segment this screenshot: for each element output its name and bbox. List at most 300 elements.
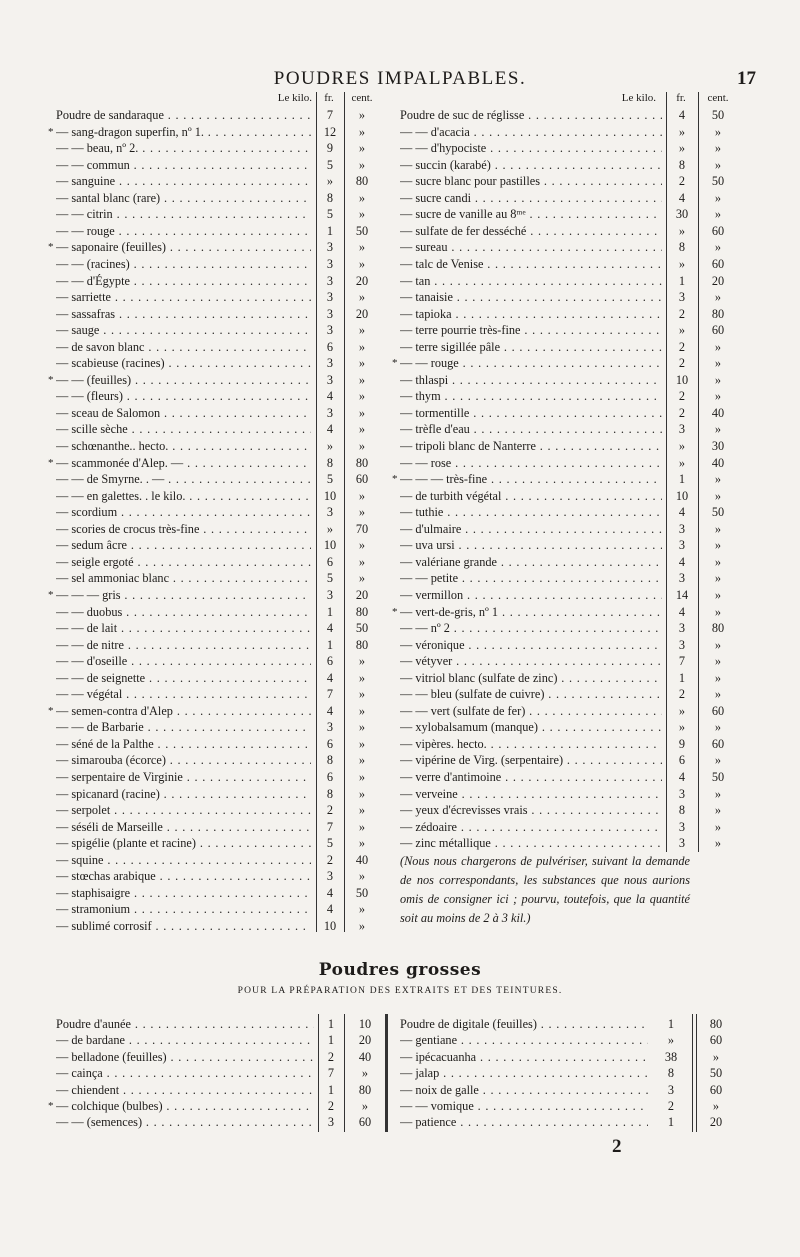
price-row bbox=[54, 322, 384, 338]
product-name: — — citrin . . . bbox=[56, 206, 311, 222]
price-francs: 1 bbox=[678, 472, 686, 487]
product-name: Poudre de suc de réglisse . . . bbox=[400, 107, 662, 123]
product-name: — trèfle d'eau . . . bbox=[400, 421, 662, 437]
product-name: — squine . . . bbox=[56, 852, 311, 868]
price-row bbox=[54, 471, 384, 487]
price-cents: 60 bbox=[711, 736, 725, 751]
product-name: — — nº 2 . . . bbox=[400, 620, 662, 636]
price-francs: 3 bbox=[667, 1082, 675, 1097]
price-row bbox=[392, 604, 738, 620]
price-cents: 40 bbox=[358, 1049, 372, 1064]
price-row bbox=[54, 388, 384, 404]
price-cents: 60 bbox=[711, 223, 725, 238]
price-francs: 8 bbox=[326, 190, 334, 205]
price-row bbox=[398, 124, 738, 140]
price-cents: » bbox=[714, 670, 722, 685]
product-name: — — vomique . . . bbox=[400, 1098, 648, 1114]
product-name: — de bardane . . . bbox=[56, 1032, 314, 1048]
product-name: — sanguine . . . bbox=[56, 173, 311, 189]
product-name: — verveine . . . bbox=[400, 786, 662, 802]
product-name: — semen-contra d'Alep . . . bbox=[56, 703, 311, 719]
price-row bbox=[54, 868, 384, 884]
price-cents: » bbox=[358, 141, 366, 156]
product-name: — — d'hypociste . . . bbox=[400, 140, 662, 156]
price-cents: » bbox=[358, 372, 366, 387]
price-row bbox=[398, 620, 738, 636]
column-header-kilo: Le kilo. bbox=[621, 92, 656, 104]
price-cents: » bbox=[358, 339, 366, 354]
price-cents: 20 bbox=[355, 273, 369, 288]
product-name: — stramonium . . . bbox=[56, 901, 311, 917]
product-name: — patience . . . bbox=[400, 1114, 648, 1130]
price-row bbox=[398, 653, 738, 669]
asterisk-marker: * bbox=[48, 1100, 54, 1112]
page-number: 17 bbox=[737, 68, 756, 89]
product-name: — colchique (bulbes) . . . bbox=[56, 1098, 314, 1114]
price-francs: » bbox=[326, 174, 334, 189]
price-francs: » bbox=[678, 455, 686, 470]
price-cents: » bbox=[714, 141, 722, 156]
price-row bbox=[54, 620, 384, 636]
column-header-francs: fr. bbox=[676, 92, 686, 104]
price-cents: » bbox=[714, 207, 722, 222]
price-cents: » bbox=[358, 240, 366, 255]
price-row bbox=[398, 1098, 744, 1114]
price-cents: 80 bbox=[709, 1017, 723, 1031]
price-francs: 10 bbox=[323, 538, 337, 553]
asterisk-marker: * bbox=[392, 357, 398, 370]
product-name: — chiendent . . . bbox=[56, 1082, 314, 1098]
price-cents: » bbox=[358, 538, 366, 553]
price-francs: 10 bbox=[323, 918, 337, 933]
product-name: — — de Smyrne. . — . . . bbox=[56, 471, 311, 487]
product-name: — — d'Égypte . . . bbox=[56, 273, 311, 289]
price-cents: » bbox=[714, 339, 722, 354]
product-name: — — — très-fine . . . bbox=[400, 471, 662, 487]
product-name: — jalap . . . bbox=[400, 1065, 648, 1081]
price-row bbox=[398, 438, 738, 454]
price-row bbox=[398, 835, 738, 851]
price-francs: » bbox=[678, 439, 686, 453]
price-cents: » bbox=[358, 356, 366, 371]
price-cents: 60 bbox=[358, 1115, 372, 1130]
product-name: — simarouba (écorce) . . . bbox=[56, 752, 311, 768]
price-row bbox=[54, 637, 384, 653]
price-cents: 60 bbox=[709, 1082, 723, 1097]
price-row bbox=[398, 637, 738, 653]
price-cents: 50 bbox=[709, 1066, 723, 1081]
product-name: — serpolet . . . bbox=[56, 802, 311, 818]
price-cents: » bbox=[358, 389, 366, 404]
price-cents: 40 bbox=[711, 405, 725, 420]
product-name: — — duobus . . . bbox=[56, 604, 311, 620]
page-title: POUDRES IMPALPABLES. bbox=[273, 68, 527, 89]
price-cents: » bbox=[714, 422, 722, 437]
price-francs: 4 bbox=[326, 885, 334, 900]
price-cents: » bbox=[358, 256, 366, 271]
price-francs: 1 bbox=[327, 1017, 335, 1031]
price-cents: » bbox=[358, 190, 366, 205]
price-row bbox=[54, 421, 384, 437]
price-row bbox=[54, 223, 384, 239]
product-name: — sauge . . . bbox=[56, 322, 311, 338]
price-francs: 30 bbox=[675, 207, 689, 222]
price-cents: 60 bbox=[355, 472, 369, 487]
product-name: — cainça . . . bbox=[56, 1065, 314, 1081]
price-francs: 4 bbox=[326, 703, 334, 718]
price-row bbox=[54, 256, 384, 272]
price-francs: 4 bbox=[678, 554, 686, 569]
price-cents: » bbox=[714, 554, 722, 569]
price-row bbox=[398, 223, 738, 239]
price-row bbox=[54, 107, 384, 123]
product-name: — sucre candi . . . bbox=[400, 190, 662, 206]
product-name: — scille sèche . . . bbox=[56, 421, 311, 437]
price-francs: 3 bbox=[327, 1115, 335, 1130]
product-name: — belladone (feuilles) . . . bbox=[56, 1049, 314, 1065]
price-francs: » bbox=[678, 720, 686, 735]
product-name: — — (fleurs) . . . bbox=[56, 388, 311, 404]
price-francs: 4 bbox=[326, 621, 334, 636]
price-francs: 8 bbox=[678, 157, 686, 172]
price-francs: 3 bbox=[326, 323, 334, 338]
product-name: — succin (karabé) . . . bbox=[400, 157, 662, 173]
price-cents: » bbox=[358, 670, 366, 685]
column-header-cents: cent. bbox=[351, 92, 373, 104]
price-row bbox=[398, 339, 738, 355]
price-francs: 6 bbox=[326, 770, 334, 784]
product-name: — scammonée d'Alep. — . . . bbox=[56, 455, 311, 471]
price-row bbox=[54, 273, 384, 289]
price-cents: 50 bbox=[355, 885, 369, 900]
price-cents: » bbox=[712, 1049, 720, 1064]
price-row bbox=[398, 421, 738, 437]
price-francs: 2 bbox=[678, 356, 686, 371]
price-cents: » bbox=[714, 290, 722, 305]
price-francs: 5 bbox=[326, 836, 334, 851]
price-cents: » bbox=[714, 836, 722, 851]
price-cents: » bbox=[358, 770, 366, 784]
price-row bbox=[54, 736, 384, 752]
product-name: — yeux d'écrevisses vrais . . . bbox=[400, 802, 662, 818]
product-name: — zédoaire . . . bbox=[400, 819, 662, 835]
product-name: — santal blanc (rare) . . . bbox=[56, 190, 311, 206]
price-cents: 80 bbox=[711, 306, 725, 321]
price-row bbox=[398, 819, 738, 835]
price-francs: 1 bbox=[678, 273, 686, 288]
product-name: — sublimé corrosif . . . bbox=[56, 918, 311, 934]
product-name: — terre pourrie très-fine . . . bbox=[400, 322, 662, 338]
price-row bbox=[54, 405, 384, 421]
price-cents: » bbox=[358, 323, 366, 338]
product-name: — — bleu (sulfate de cuivre) . . . bbox=[400, 686, 662, 702]
price-francs: 3 bbox=[678, 819, 686, 834]
price-cents: » bbox=[714, 753, 722, 768]
product-name: — sceau de Salomon . . . bbox=[56, 405, 311, 421]
product-name: — tan . . . bbox=[400, 273, 662, 289]
price-row bbox=[48, 1098, 390, 1114]
product-name: — — (feuilles) . . . bbox=[56, 372, 311, 388]
price-cents: » bbox=[714, 687, 722, 702]
price-row bbox=[398, 173, 738, 189]
product-name: — — (semences) . . . bbox=[56, 1114, 314, 1130]
price-cents: » bbox=[714, 786, 722, 801]
price-francs: » bbox=[678, 141, 686, 156]
product-name: — thlaspi . . . bbox=[400, 372, 662, 388]
product-name: — sang-dragon superfin, nº 1. . . . bbox=[56, 124, 311, 140]
price-francs: 2 bbox=[327, 1099, 335, 1113]
price-cents: » bbox=[358, 902, 366, 917]
price-cents: » bbox=[358, 571, 366, 586]
asterisk-marker: * bbox=[48, 373, 54, 386]
product-name: — — de seignette . . . bbox=[56, 670, 311, 686]
price-cents: » bbox=[714, 240, 722, 255]
product-name: — sel ammoniac blanc . . . bbox=[56, 570, 311, 586]
product-name: — tanaisie . . . bbox=[400, 289, 662, 305]
price-francs: 6 bbox=[326, 654, 334, 669]
price-cents: » bbox=[714, 472, 722, 487]
price-francs: » bbox=[678, 703, 686, 718]
product-name: — — petite . . . bbox=[400, 570, 662, 586]
price-francs: 2 bbox=[678, 339, 686, 354]
product-name: Poudre d'aunée . . . bbox=[56, 1016, 314, 1032]
price-cents: 70 bbox=[355, 521, 369, 536]
price-francs: 8 bbox=[326, 753, 334, 768]
price-row bbox=[398, 670, 738, 686]
price-cents: 20 bbox=[355, 587, 369, 602]
product-name: — — d'acacia . . . bbox=[400, 124, 662, 140]
price-row bbox=[54, 802, 384, 818]
product-name: — scordium . . . bbox=[56, 504, 311, 520]
price-cents: » bbox=[358, 819, 366, 834]
price-francs: 3 bbox=[678, 521, 686, 536]
product-name: — vitriol blanc (sulfate de zinc) . . . bbox=[400, 670, 662, 686]
price-cents: » bbox=[358, 422, 366, 437]
price-francs: 1 bbox=[327, 1082, 335, 1097]
product-name: — — rose . . . bbox=[400, 455, 662, 471]
product-name: — staphisaigre . . . bbox=[56, 885, 311, 901]
product-name: — schœnanthe.. hecto. . . . bbox=[56, 438, 311, 454]
price-cents: » bbox=[358, 554, 366, 569]
price-cents: » bbox=[358, 405, 366, 420]
price-cents: 40 bbox=[355, 852, 369, 867]
asterisk-marker: * bbox=[48, 704, 54, 717]
product-name: — de turbith végétal . . . bbox=[400, 488, 662, 504]
section-title: Poudres grosses bbox=[318, 960, 482, 980]
product-name: — séné de la Palthe . . . bbox=[56, 736, 311, 752]
price-francs: 4 bbox=[326, 670, 334, 685]
product-name: — — de lait . . . bbox=[56, 620, 311, 636]
price-cents: 80 bbox=[355, 455, 369, 470]
price-row bbox=[54, 190, 384, 206]
price-row bbox=[54, 604, 384, 620]
product-name: Poudre de digitale (feuilles) . . . bbox=[400, 1016, 648, 1032]
column-header-kilo: Le kilo. bbox=[277, 92, 312, 104]
price-cents: » bbox=[358, 803, 366, 818]
product-name: — — (racines) . . . bbox=[56, 256, 311, 272]
price-francs: 3 bbox=[326, 505, 334, 520]
product-name: — saponaire (feuilles) . . . bbox=[56, 239, 311, 255]
price-row bbox=[398, 405, 738, 421]
price-row bbox=[398, 537, 738, 553]
price-francs: 1 bbox=[678, 670, 686, 685]
price-francs: 7 bbox=[326, 819, 334, 834]
price-row bbox=[54, 1065, 390, 1081]
price-cents: » bbox=[358, 836, 366, 851]
price-row bbox=[54, 289, 384, 305]
price-row bbox=[48, 372, 384, 388]
product-name: — talc de Venise . . . bbox=[400, 256, 662, 272]
product-name: — sucre de vanille au 8ᵐᵉ . . . bbox=[400, 206, 662, 222]
price-row bbox=[398, 1049, 744, 1065]
product-name: — terre sigillée pâle . . . bbox=[400, 339, 662, 355]
price-table-bottom-left bbox=[48, 1014, 390, 1132]
product-name: — — en galettes. . le kilo. . . . bbox=[56, 488, 311, 504]
product-name: — séséli de Marseille . . . bbox=[56, 819, 311, 835]
price-cents: 50 bbox=[711, 770, 725, 784]
price-row bbox=[48, 703, 384, 719]
price-francs: 8 bbox=[326, 455, 334, 470]
price-francs: » bbox=[667, 1033, 675, 1048]
price-row bbox=[48, 455, 384, 471]
price-row bbox=[398, 752, 738, 768]
price-francs: 4 bbox=[678, 190, 686, 205]
price-francs: 2 bbox=[326, 803, 334, 818]
price-cents: » bbox=[358, 439, 366, 453]
price-francs: 3 bbox=[678, 637, 686, 652]
price-cents: » bbox=[358, 753, 366, 768]
product-name: — gentiane . . . bbox=[400, 1032, 648, 1048]
price-francs: 2 bbox=[678, 306, 686, 321]
price-francs: 4 bbox=[326, 389, 334, 404]
price-cents: 80 bbox=[355, 637, 369, 652]
product-name: — sassafras . . . bbox=[56, 306, 311, 322]
price-francs: 3 bbox=[326, 720, 334, 735]
price-row bbox=[398, 157, 738, 173]
price-cents: 80 bbox=[711, 621, 725, 636]
price-row bbox=[398, 322, 738, 338]
price-cents: » bbox=[714, 389, 722, 404]
price-cents: » bbox=[714, 521, 722, 536]
price-row bbox=[398, 703, 738, 719]
price-row bbox=[398, 372, 738, 388]
price-francs: » bbox=[678, 323, 686, 338]
price-cents: 40 bbox=[711, 455, 725, 470]
price-row bbox=[398, 306, 738, 322]
product-name: — xylobalsamum (manque) . . . bbox=[400, 719, 662, 735]
price-francs: 5 bbox=[326, 472, 334, 487]
price-row bbox=[398, 206, 738, 222]
price-table-top-right bbox=[392, 92, 744, 852]
asterisk-marker: * bbox=[48, 456, 54, 469]
price-francs: 3 bbox=[326, 405, 334, 420]
product-name: — tormentille . . . bbox=[400, 405, 662, 421]
price-row bbox=[398, 190, 738, 206]
price-row bbox=[54, 918, 384, 934]
price-cents: 50 bbox=[355, 621, 369, 636]
price-row bbox=[398, 769, 738, 785]
product-name: — spicanard (racine) . . . bbox=[56, 786, 311, 802]
price-francs: 3 bbox=[678, 571, 686, 586]
price-francs: 5 bbox=[326, 157, 334, 172]
price-francs: 2 bbox=[678, 174, 686, 189]
price-cents: » bbox=[712, 1099, 720, 1113]
price-row bbox=[54, 1082, 390, 1098]
column-header-cents: cent. bbox=[707, 92, 729, 104]
price-cents: » bbox=[714, 803, 722, 818]
price-francs: 10 bbox=[675, 372, 689, 387]
price-cents: » bbox=[358, 720, 366, 735]
price-francs: 1 bbox=[326, 637, 334, 652]
price-row bbox=[54, 786, 384, 802]
product-name: — uva ursi . . . bbox=[400, 537, 662, 553]
price-row bbox=[54, 570, 384, 586]
price-table-top-left bbox=[48, 92, 394, 933]
price-francs: 10 bbox=[323, 488, 337, 503]
price-cents: 50 bbox=[355, 223, 369, 238]
product-name: — — d'oseille . . . bbox=[56, 653, 311, 669]
price-row bbox=[398, 1032, 744, 1048]
price-francs: 2 bbox=[327, 1049, 335, 1064]
price-row bbox=[398, 587, 738, 603]
product-name: — vermillon . . . bbox=[400, 587, 662, 603]
price-francs: » bbox=[678, 124, 686, 139]
price-row bbox=[54, 752, 384, 768]
product-name: — — beau, nº 2. . . . bbox=[56, 140, 311, 156]
product-name: — — vert (sulfate de fer) . . . bbox=[400, 703, 662, 719]
price-row bbox=[398, 256, 738, 272]
price-cents: » bbox=[358, 918, 366, 933]
price-francs: 3 bbox=[678, 422, 686, 437]
price-francs: 1 bbox=[326, 223, 334, 238]
product-name: — valériane grande . . . bbox=[400, 554, 662, 570]
price-francs: 6 bbox=[678, 753, 686, 768]
product-name: — spigélie (plante et racine) . . . bbox=[56, 835, 311, 851]
product-name: — sureau . . . bbox=[400, 239, 662, 255]
price-cents: » bbox=[714, 720, 722, 735]
price-francs: 3 bbox=[326, 273, 334, 288]
price-cents: 20 bbox=[711, 273, 725, 288]
product-name: — serpentaire de Virginie . . . bbox=[56, 769, 311, 785]
price-row bbox=[54, 819, 384, 835]
price-row bbox=[398, 140, 738, 156]
price-cents: » bbox=[714, 637, 722, 652]
product-name: — tripoli blanc de Nanterre . . . bbox=[400, 438, 662, 454]
product-name: — — commun . . . bbox=[56, 157, 311, 173]
price-row bbox=[398, 1065, 744, 1081]
price-francs: 8 bbox=[326, 786, 334, 801]
price-cents: » bbox=[358, 488, 366, 503]
price-row bbox=[54, 537, 384, 553]
price-cents: 50 bbox=[711, 108, 725, 122]
price-cents: » bbox=[714, 819, 722, 834]
price-francs: 4 bbox=[678, 108, 686, 122]
product-name: — tuthie . . . bbox=[400, 504, 662, 520]
product-name: — ipécacuanha . . . bbox=[400, 1049, 648, 1065]
product-name: — vétyver . . . bbox=[400, 653, 662, 669]
signature-mark: 2 bbox=[612, 1136, 622, 1157]
price-francs: 3 bbox=[326, 869, 334, 884]
price-row bbox=[54, 140, 384, 156]
product-name: — — végétal . . . bbox=[56, 686, 311, 702]
price-row bbox=[398, 786, 738, 802]
price-row bbox=[54, 1016, 390, 1032]
price-francs: 3 bbox=[326, 587, 334, 602]
product-name: — scories de crocus très-fine . . . bbox=[56, 521, 311, 537]
product-name: — tapioka . . . bbox=[400, 306, 662, 322]
price-cents: 80 bbox=[355, 604, 369, 619]
price-francs: 3 bbox=[326, 372, 334, 387]
